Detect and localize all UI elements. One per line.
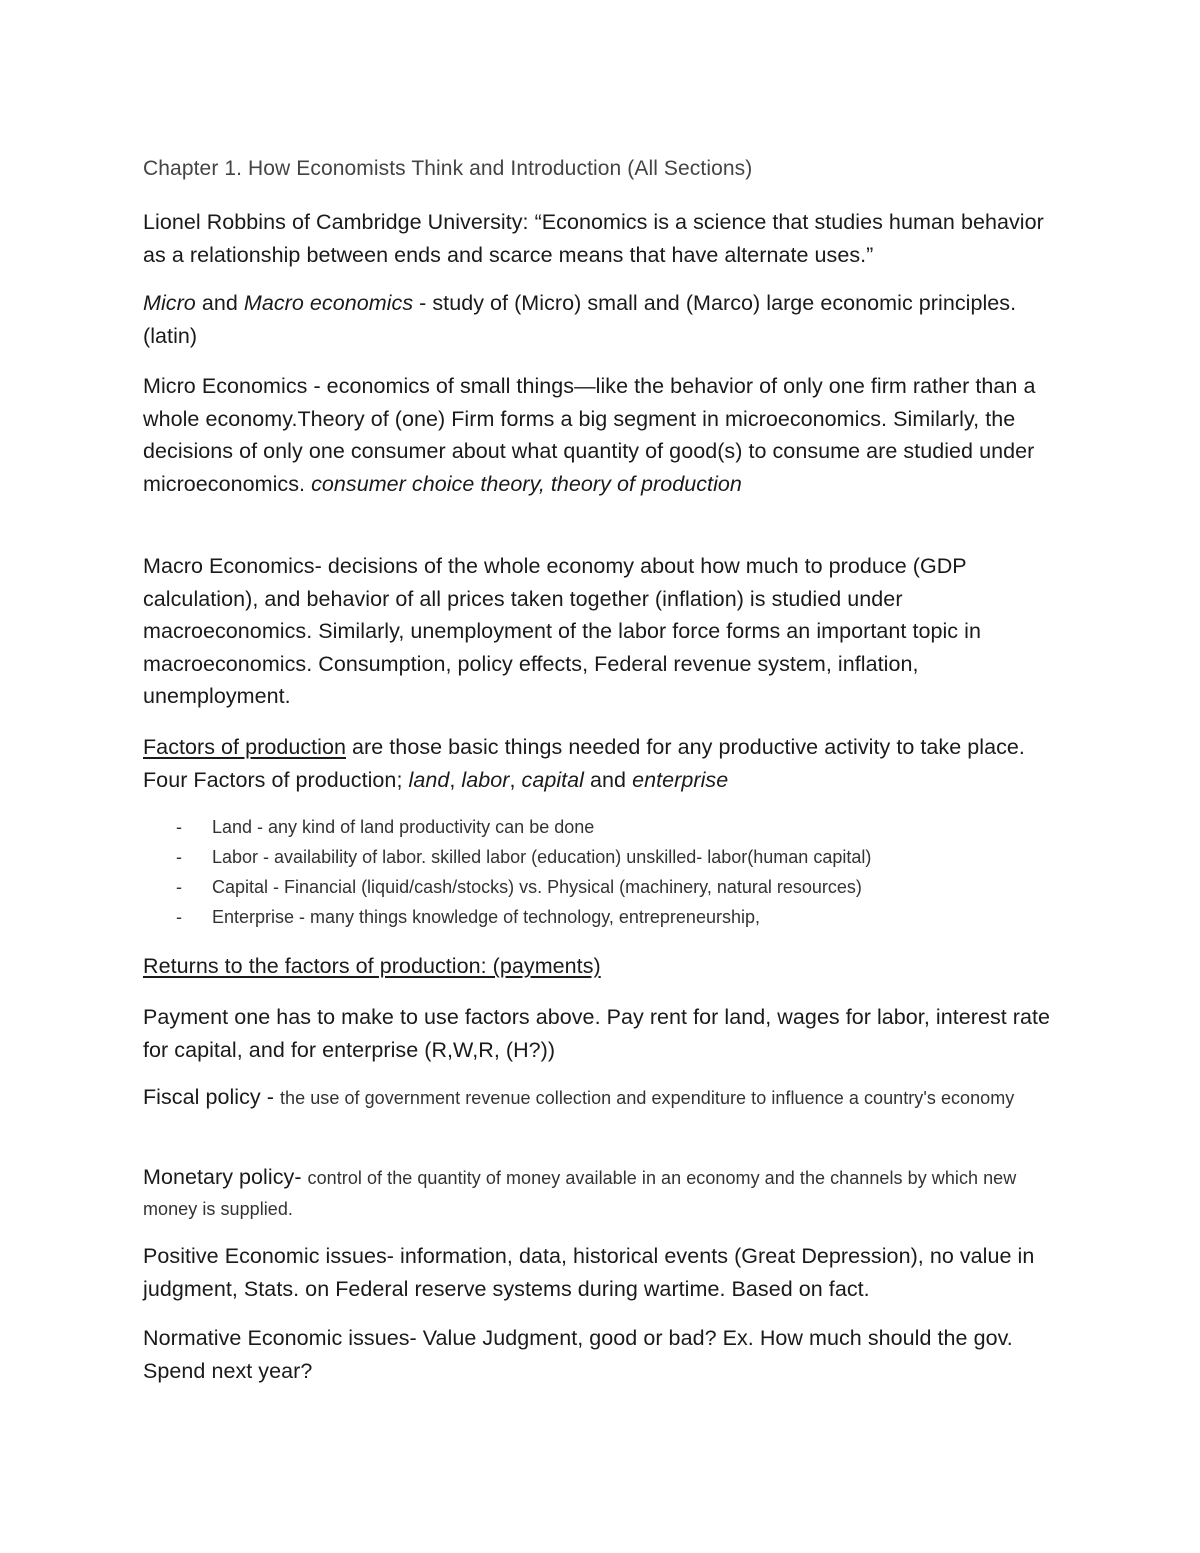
- micro-economics-examples: consumer choice theory, theory of production: [311, 471, 742, 496]
- sep: ,: [509, 767, 522, 792]
- monetary-policy-definition: control of the quantity of money available in an economy and the channels by which new money is supplied.: [143, 1168, 1017, 1219]
- dash-bullet: -: [176, 847, 182, 867]
- list-item: [143, 902, 1058, 932]
- factor-enterprise: enterprise: [632, 767, 729, 792]
- and-text: and: [584, 767, 633, 792]
- list-item-text: Enterprise - many things knowledge of technology, entrepreneurship,: [212, 907, 760, 927]
- micro-macro-definition: - study of (Micro) small and (Marco) large economic principles. (latin): [143, 291, 1017, 348]
- monetary-policy-term: Monetary policy-: [143, 1165, 308, 1189]
- and-text: and: [195, 291, 244, 315]
- dash-bullet: -: [176, 907, 182, 927]
- dash-bullet: -: [176, 817, 182, 837]
- micro-macro-paragraph: [143, 287, 1058, 352]
- factor-list: [143, 812, 1058, 932]
- robbins-quote: Lionel Robbins of Cambridge University: “Economics is a science that studies human behavior as a relationship between ends and scarce means that have alternate uses.”: [143, 210, 1044, 267]
- macro-term: Macro economics: [243, 291, 414, 315]
- dash-bullet: -: [176, 877, 182, 897]
- chapter-title: Chapter 1. How Economists Think and Introduction (All Sections): [143, 157, 753, 180]
- factors-heading: Factors of production: [143, 735, 347, 759]
- list-item-text: Land - any kind of land productivity can be done: [212, 817, 595, 837]
- fiscal-policy-definition: the use of government revenue collection and expenditure to influence a country's economy: [280, 1088, 1015, 1108]
- list-item: [143, 842, 1058, 872]
- list-item-text: Labor - availability of labor. skilled labor (education) unskilled- labor(human capital): [212, 847, 872, 867]
- list-item-text: Capital - Financial (liquid/cash/stocks) vs. Physical (machinery, natural resources): [212, 877, 862, 897]
- positive-economics-paragraph: Positive Economic issues- information, data, historical events (Great Depression), no value in judgment, Stats. on Federal reserve systems during wartime. Based on fact.: [143, 1244, 1035, 1301]
- factor-land: land: [408, 767, 450, 792]
- monetary-policy-paragraph: [143, 1162, 1058, 1224]
- micro-economics-paragraph: [143, 370, 1058, 500]
- sep: ,: [449, 767, 462, 792]
- list-item: [143, 812, 1058, 842]
- factors-paragraph: [143, 731, 1058, 796]
- fiscal-policy-term: Fiscal policy -: [143, 1085, 280, 1109]
- payment-paragraph: Payment one has to make to use factors above. Pay rent for land, wages for labor, interest rate for capital, and for enterprise (R,W,R, (H?)): [143, 1005, 1051, 1062]
- returns-heading: Returns to the factors of production: (payments): [143, 954, 601, 978]
- micro-economics-text: Micro Economics - economics of small things—like the behavior of only one firm rather than a whole economy.Theory of (one) Firm forms a big segment in microeconomics. Similarly, the decisions of only one consumer about what quantity of good(s) to consume are studied under microeconomics.: [143, 374, 1036, 496]
- micro-term: Micro: [143, 291, 196, 315]
- fiscal-policy-paragraph: [143, 1082, 1058, 1113]
- normative-economics-paragraph: Normative Economic issues- Value Judgment, good or bad? Ex. How much should the gov. Spend next year?: [143, 1326, 1013, 1383]
- list-item: [143, 872, 1058, 902]
- macro-economics-paragraph: Macro Economics- decisions of the whole economy about how much to produce (GDP calculation), and behavior of all prices taken together (inflation) is studied under macroeconomics. Similarly, unemployment of the labor force forms an important topic in macroeconomics. Consumption, policy effects, Federal revenue system, inflation, unemployment.: [143, 554, 981, 708]
- factor-labor: labor: [461, 767, 510, 792]
- factor-capital: capital: [521, 767, 585, 792]
- factors-text: are those basic things needed for any productive activity to take place. Four Factors of production;: [143, 735, 1025, 792]
